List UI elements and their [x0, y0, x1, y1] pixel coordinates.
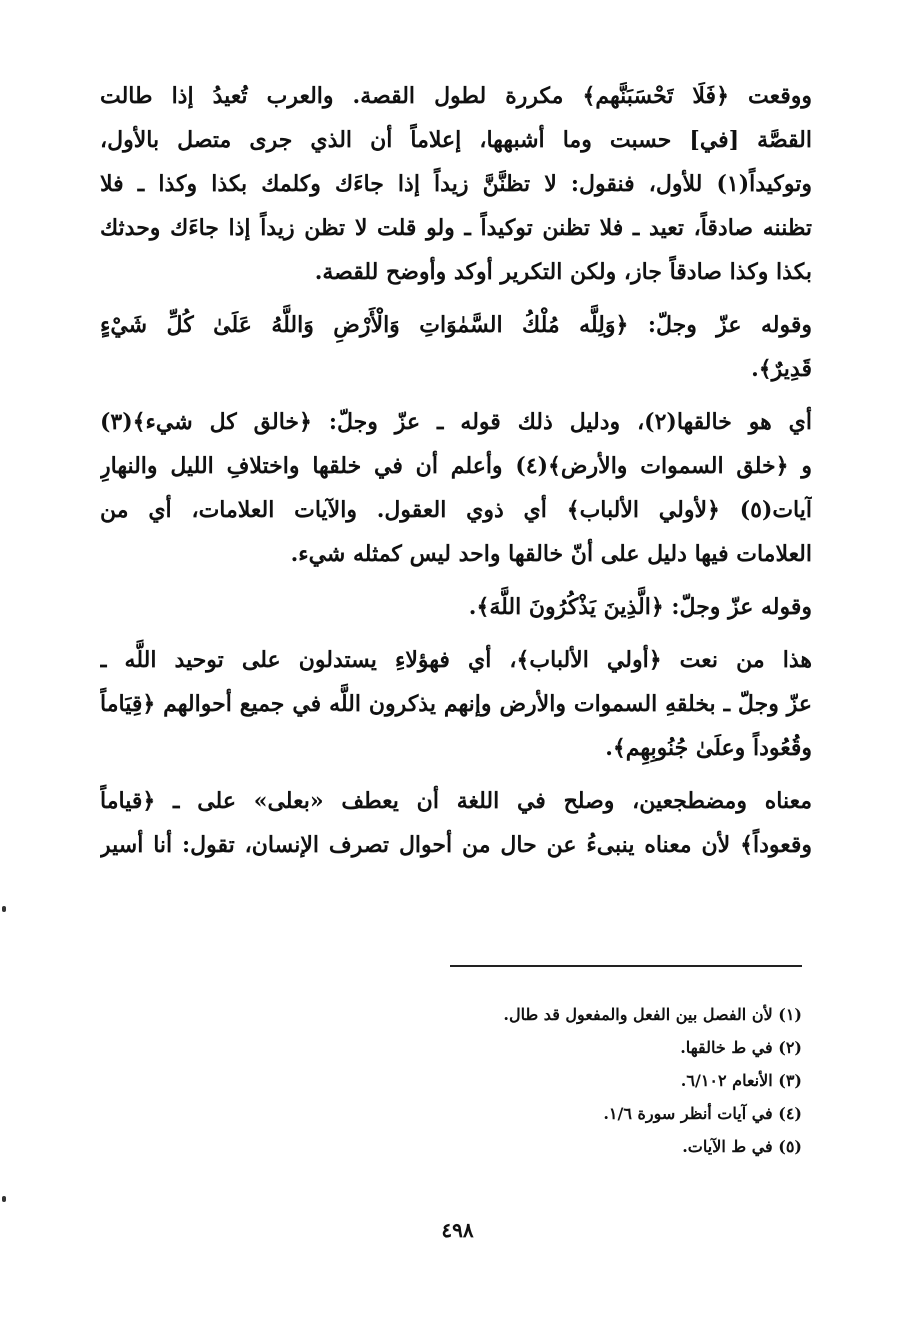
text-line: وقعوداً﴾ لأن معناه ينبىءُ عن حال من أحوال تصرف الإنسان، تقول: أنا أسير	[100, 832, 812, 858]
text-line: عزّ وجلّ ـ بخلقهِ السموات والأرض وإنهم يذكرون اللَّه في جميع أحوالهم ﴿قِيَاماً	[100, 691, 812, 717]
text-line: تظننه صادقاً، تعيد ـ فلا تظنن توكيداً ـ ولو قلت لا تظن زيداً إذا جاءَك وحدثك	[100, 215, 812, 241]
scan-speck	[2, 1196, 6, 1202]
footnote-1: (١) لأن الفصل بين الفعل والمفعول قد طال.	[503, 1005, 802, 1024]
text-line: آيات(٥) ﴿لأولي الألباب﴾ أي ذوي العقول. والآيات العلامات، أي من	[100, 497, 812, 523]
footnote-separator	[450, 965, 802, 967]
text-line: هذا من نعت ﴿أولي الألباب﴾، أي فهؤلاءِ يستدلون على توحيد اللَّه ـ	[100, 647, 812, 673]
text-line: العلامات فيها دليل على أنّ خالقها واحد ليس كمثله شيء.	[290, 541, 812, 567]
paragraph-3	[100, 400, 812, 576]
text-line: ووقعت ﴿فَلَا تَحْسَبَنَّهم﴾ مكررة لطول القصة. والعرب تُعيدُ إذا طالت	[100, 83, 812, 109]
text-line: أي هو خالقها(٢)، ودليل ذلك قوله ـ عزّ وجلّ: ﴿خالق كل شيء﴾(٣)	[100, 409, 812, 435]
footnotes	[400, 998, 802, 1163]
text-line: معناه ومضطجعين، وصلح في اللغة أن يعطف «بعلى» على ـ ﴿قياماً	[100, 788, 812, 814]
scan-speck	[2, 906, 6, 912]
footnote-5: (٥) في ط الآيات.	[682, 1137, 802, 1156]
footnote-2: (٢) في ط خالقها.	[680, 1038, 802, 1057]
paragraph-6	[100, 779, 812, 867]
text-line: و ﴿خلق السموات والأرض﴾(٤) وأعلم أن في خلقها واختلافِ الليل والنهارِ	[100, 453, 812, 479]
text-line: وقُعُوداً وعلَىٰ جُنُوبِهِم﴾.	[605, 735, 812, 761]
main-text	[100, 74, 812, 867]
text-line: وقوله عزّ وجلّ: ﴿الَّذِينَ يَذْكُرُونَ اللَّهَ﴾.	[468, 594, 812, 620]
text-line: قَدِيرٌ﴾.	[751, 356, 812, 382]
paragraph-1	[100, 74, 812, 294]
text-line: وقوله عزّ وجلّ: ﴿وَلِلَّه مُلْكُ السَّمٰوَاتِ وَالْأَرْضِ وَاللَّهُ عَلَىٰ كُلِّ شَيْءٍ	[100, 312, 812, 338]
footnote-4: (٤) في آيات أنظر سورة ١/٦.	[603, 1104, 802, 1123]
text-line: بكذا وكذا صادقاً جاز، ولكن التكرير أوكد وأوضح للقصة.	[314, 259, 812, 285]
text-line: القصَّة [في] حسبت وما أشبهها، إعلاماً أن الذي جرى متصل بالأول،	[100, 127, 812, 153]
page-number: ٤٩٨	[441, 1218, 474, 1242]
paragraph-5	[100, 638, 812, 770]
footnote-3: (٣) الأنعام ٦/١٠٢.	[680, 1071, 802, 1090]
paragraph-4	[100, 585, 812, 629]
text-line: وتوكيداً(١) للأول، فنقول: لا تظنَّنَّ زيداً إذا جاءَك وكلمك بكذا وكذا ـ فلا	[100, 171, 812, 197]
paragraph-2	[100, 303, 812, 391]
